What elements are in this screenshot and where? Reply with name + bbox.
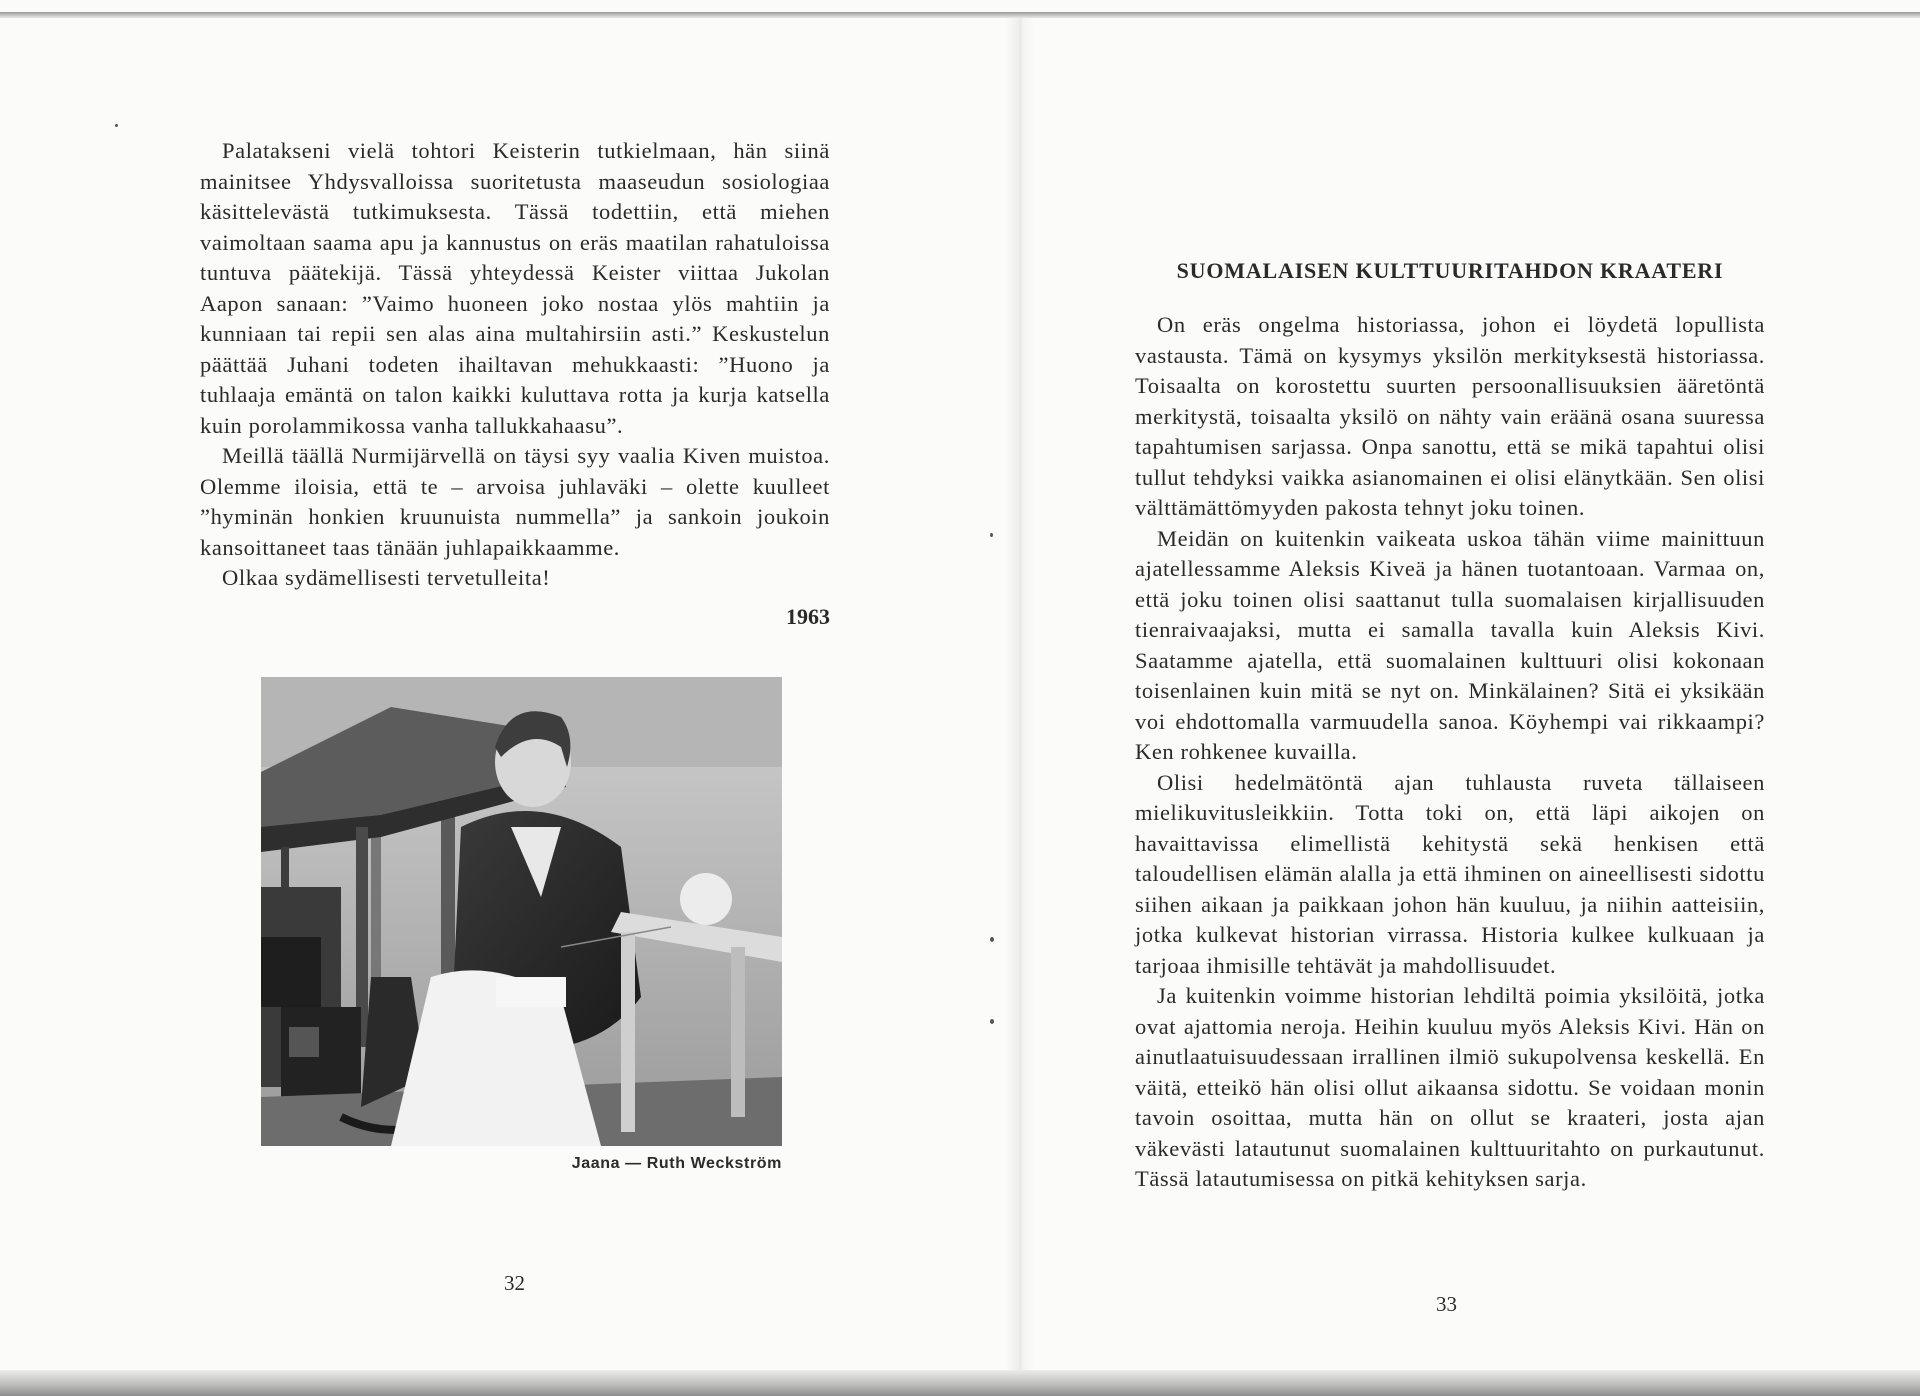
right-paragraph-4: Ja kuitenkin voimme historian lehdiltä poimia yksilöitä, jotka ovat ajattomia neroja. Heihin kuuluu myös Aleksis Kivi. Hän on ainutlaatuisuudessaan irrallinen ilmiö sukupolvensa keskellä. En väitä, etteikö hän olisi ollut aikaansa sidottu. Se voidaan monin tavoin osoittaa, mutta hän on ollut se kraateri, josta ajan väkevästi latautunut suomalainen kulttuuritahto on purkautunut. Tässä latautumisessa on pitkä kehityksen sarja.: [1135, 983, 1765, 1191]
photo-woman-knitting: [261, 677, 782, 1146]
book-gutter: [1005, 18, 1035, 1370]
chapter-heading: SUOMALAISEN KULTTUURITAHDON KRAATERI: [1176, 258, 1724, 283]
right-paragraph-3: Olisi hedelmätöntä ajan tuhlausta ruveta tällaiseen mielikuvitusleikkiin. Totta toki on, että läpi aikojen on havaittavissa elimellistä kehitystä sekä henkisen että taloudellisen elämän alalla ja että ihminen on aineellisesti sidottu siihen aikaan ja paikkaan johon hän kuuluu, ja niihin aatteisiin, jotka kulkevat historian virrassa. Historia kulkee kulkuaan ja tarjoaa ihmisille tehtävät ja mahdollisuudet.: [1135, 769, 1765, 978]
right-paragraph-1: On eräs ongelma historiassa, johon ei löydetä lopullista vastausta. Tämä on kysymys yksilön merkityksestä historiassa. Toisaalta on korostettu suurten persoonallisuuksien ääretöntä merkitystä, toisaalta yksilö on nähty vain eräänä osana suuressa tapahtumisen sarjassa. Onpa sanottu, että se mikä tapahtui olisi tullut tehdyksi vaikka asianomainen ei olisi elänytkään. Sen olisi välttämättömyyden pakosta tehnyt joku toinen.: [1135, 312, 1765, 520]
left-page-body: [200, 136, 830, 594]
page-number-right: 33: [1436, 1292, 1457, 1316]
left-paragraph-3: Olkaa sydämellisesti tervetulleita!: [222, 565, 551, 590]
year-label: 1963: [786, 604, 830, 629]
photo-caption: Jaana — Ruth Weckström: [571, 1155, 782, 1172]
right-paragraph-2: Meidän on kuitenkin vaikeata uskoa tähän viime mainittuun ajatellessamme Aleksis Kiveä ja hänen tuotantoaan. Varmaa on, että joku toinen olisi saattanut tulla suomalaisen kirjallisuuden tienraivaajaksi, mutta ei samalla tavalla kuin Aleksis Kivi. Saatamme ajatella, että suomalainen kulttuuri olisi kokonaan toisenlainen kuin mitä se nyt on. Minkälainen? Sitä ei yksikään voi ehdottomalla varmuudella sanoa. Köyhempi vai rikkaampi? Ken rohkenee kuvailla.: [1135, 525, 1765, 764]
paper-speck: [990, 1019, 994, 1024]
paper-speck: [115, 124, 118, 127]
page-number-left: 32: [504, 1271, 525, 1295]
left-paragraph-1: Palatakseni vielä tohtori Keisterin tutkielmaan, hän siinä mainitsee Yhdysvalloissa suoritetusta maaseudun sosiologiaa käsittelevästä tutkimuksesta. Tässä todettiin, että miehen vaimoltaan saama apu ja kannustus on eräs maatilan rahatuloissa tuntuva päätekijä. Tässä yhteydessä Keister viittaa Jukolan Aapon sanaan: ”Vaimo huoneen joko nostaa ylös mahtiin ja kunniaan tai repii sen alas aina multahirsiin asti.” Keskustelun päättää Juhani todeten ihailtavan mehukkaasti: ”Huono ja tuhlaaja emäntä on talon kaikki kuluttava rotta ja kurja katsella kuin porolammikossa vanha tallukkahaasu”.: [200, 138, 830, 438]
page-top-edge: [0, 12, 1920, 18]
paper-speck: [990, 533, 993, 537]
page-bottom-edge: [0, 1370, 1920, 1396]
left-paragraph-2: Meillä täällä Nurmijärvellä on täysi syy vaalia Kiven muistoa. Olemme iloisia, että te – arvoisa juhlaväki – olette kuulleet ”hyminän honkien kruunuista nummella” ja sankoin joukoin kansoittaneet taas tänään juhlapaikkaamme.: [200, 443, 830, 560]
paper-speck: [990, 937, 994, 942]
right-page-body: [1135, 310, 1765, 1195]
